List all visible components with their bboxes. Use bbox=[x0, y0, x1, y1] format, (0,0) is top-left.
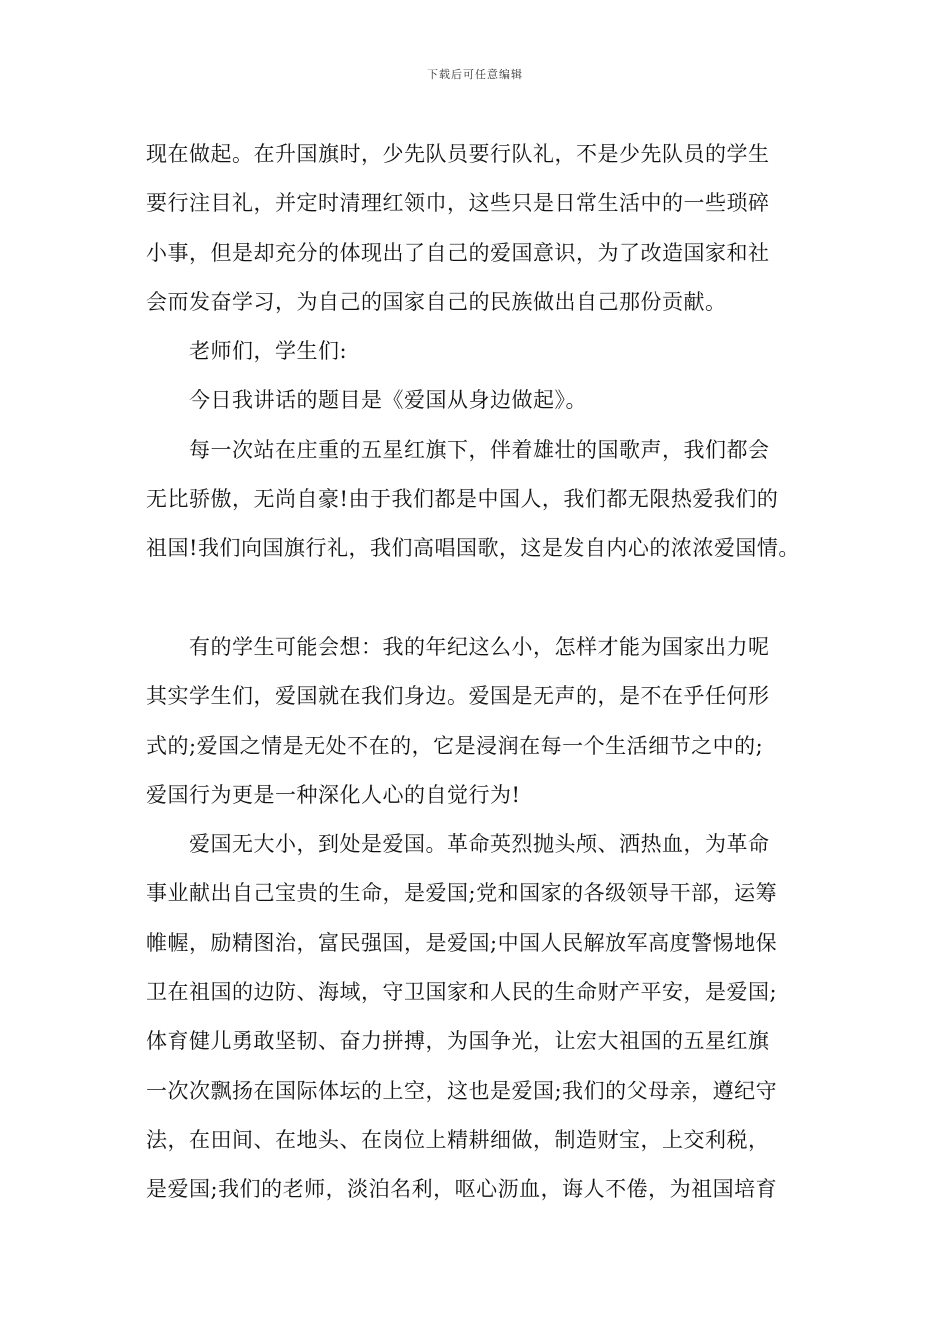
text-line: 无比骄傲，无尚自豪!由于我们都是中国人，我们都无限热爱我们的 bbox=[146, 487, 779, 512]
blank-line bbox=[146, 574, 826, 623]
text-line: 现在做起。在升国旗时，少先队员要行队礼，不是少先队员的学生 bbox=[146, 142, 770, 166]
text-line: 事业献出自己宝贵的生命，是爱国;党和国家的各级领导干部，运筹 bbox=[146, 881, 778, 906]
text-line: 其实学生们，爱国就在我们身边。爱国是无声的，是不在乎任何形 bbox=[146, 684, 770, 709]
text-line: 小事，但是却充分的体现出了自己的爱国意识，为了改造国家和社 bbox=[146, 240, 770, 265]
page-header: 下载后可任意编辑 bbox=[427, 68, 523, 81]
text-line: 老师们，学生们: bbox=[189, 339, 348, 364]
text-line: 法，在田间、在地头、在岗位上精耕细做，制造财宝，上交利税， bbox=[146, 1127, 770, 1152]
text-line: 每一次站在庄重的五星红旗下，伴着雄壮的国歌声，我们都会 bbox=[189, 437, 770, 462]
text-line: 帷幄，励精图治，富民强国，是爱国;中国人民解放军高度警惕地保 bbox=[146, 930, 778, 955]
text-line: 体育健儿勇敢坚韧、奋力拼搏，为国争光，让宏大祖国的五星红旗 bbox=[146, 1029, 770, 1054]
text-line: 式的;爱国之情是无处不在的，它是浸润在每一个生活细节之中的; bbox=[146, 733, 764, 758]
body-text bbox=[146, 130, 826, 1215]
text-line: 是爱国;我们的老师，淡泊名利，呕心沥血，诲人不倦，为祖国培育 bbox=[146, 1177, 778, 1202]
text-line: 卫在祖国的边防、海域，守卫国家和人民的生命财产平安，是爱国; bbox=[146, 980, 778, 1005]
text-line: 祖国!我们向国旗行礼，我们高唱国歌，这是发自内心的浓浓爱国情。 bbox=[146, 536, 800, 561]
text-line: 一次次飘扬在国际体坛的上空，这也是爱国;我们的父母亲，遵纪守 bbox=[146, 1078, 778, 1103]
text-line: 爱国无大小，到处是爱国。革命英烈抛头颅、洒热血，为革命 bbox=[189, 832, 770, 857]
text-line: 有的学生可能会想：我的年纪这么小，怎样才能为国家出力呢 bbox=[189, 634, 770, 659]
text-line: 爱国行为更是一种深化人心的自觉行为! bbox=[146, 782, 521, 807]
text-line: 今日我讲话的题目是《爱国从身边做起》。 bbox=[189, 388, 587, 413]
text-line: 会而发奋学习，为自己的国家自己的民族做出自己那份贡献。 bbox=[146, 289, 727, 314]
text-line: 要行注目礼，并定时清理红领巾，这些只是日常生活中的一些琐碎 bbox=[146, 191, 770, 216]
